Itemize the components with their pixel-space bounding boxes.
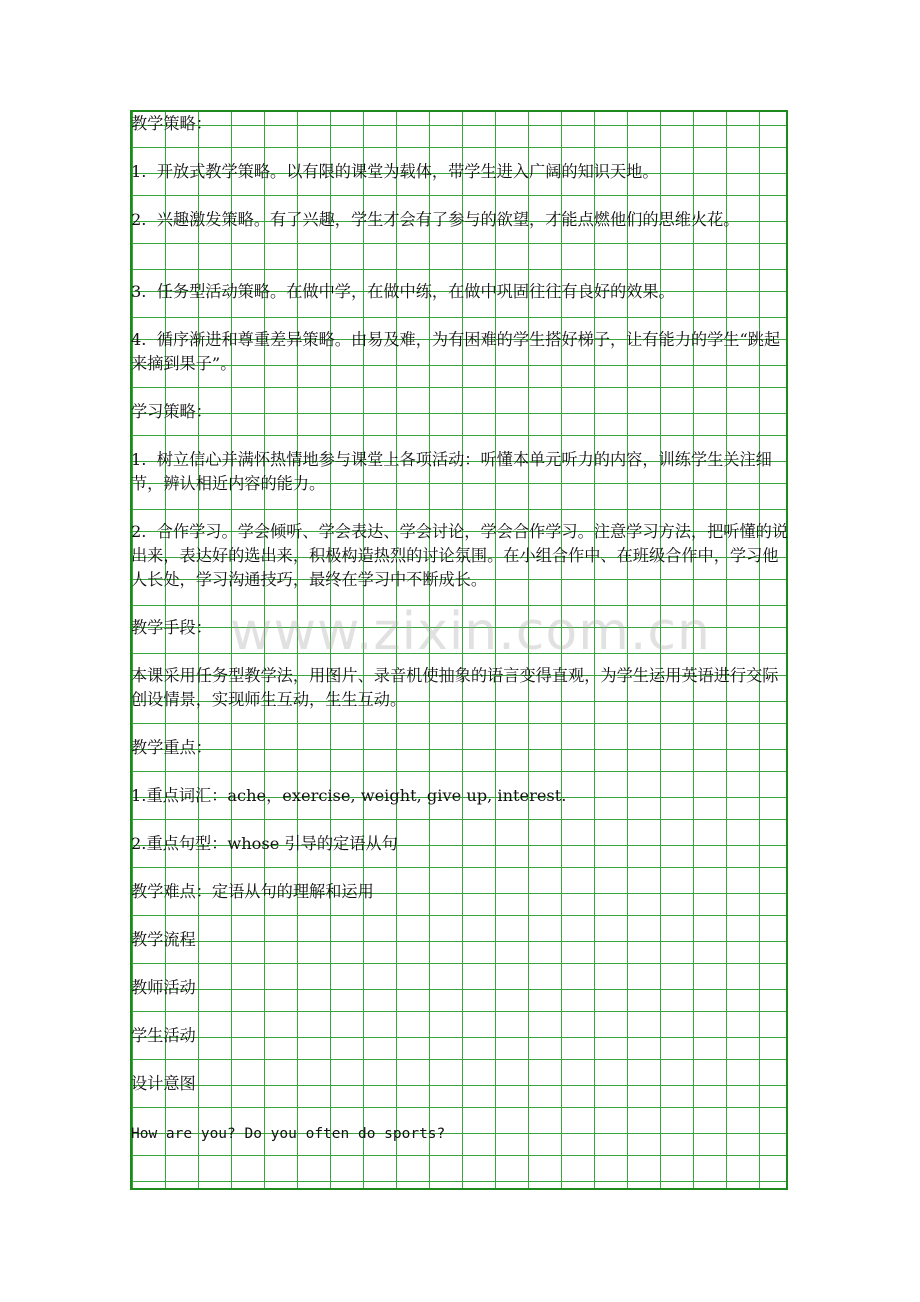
paragraph: 1. 开放式教学策略。以有限的课堂为载体，带学生进入广阔的知识天地。: [131, 162, 659, 181]
paragraph: 1.重点词汇：ache，exercise, weight, give up, interest.: [131, 786, 567, 805]
paragraph: 2. 合作学习。学会倾听、学会表达、学会讨论，学会合作学习。注意学习方法，把听懂的说出来，表达好的选出来，积极构造热烈的讨论氛围。在小组合作中、在班级合作中，学习他人长处，学习沟通技巧，最终在学习中不断成长。: [131, 522, 789, 589]
section-heading-teaching-means: 教学手段：: [131, 618, 212, 637]
paragraph: 2.重点句型：whose 引导的定语从句: [131, 834, 398, 853]
column-heading-teacher-activity: 教师活动: [131, 978, 196, 997]
paragraph: 1. 树立信心并满怀热情地参与课堂上各项活动：听懂本单元听力的内容，训练学生关注细节，辨认相近内容的能力。: [131, 450, 772, 493]
paragraph: 2. 兴趣激发策略。有了兴趣，学生才会有了参与的欲望，才能点燃他们的思维火花。: [131, 210, 740, 229]
section-heading-key-points: 教学重点：: [131, 738, 212, 757]
section-heading-learning-strategy: 学习策略：: [131, 402, 212, 421]
column-heading-student-activity: 学生活动: [131, 1026, 196, 1045]
paragraph: How are you? Do you often do sports?: [131, 1126, 446, 1142]
paragraph: 本课采用任务型教学法，用图片、录音机使抽象的语言变得直观，为学生运用英语进行交际创设情景，实现师生互动，生生互动。: [131, 666, 779, 709]
column-heading-design-intent: 设计意图: [131, 1074, 196, 1093]
section-heading-difficult-points: 教学难点：定语从句的理解和运用: [131, 882, 374, 901]
section-heading-teaching-strategy: 教学策略：: [131, 114, 212, 133]
watermark: www.zixin.com.cn: [230, 602, 711, 662]
section-heading-teaching-process: 教学流程: [131, 930, 196, 949]
paragraph: 3. 任务型活动策略。在做中学，在做中练，在做中巩固往往有良好的效果。: [131, 282, 675, 301]
paragraph: 4. 循序渐进和尊重差异策略。由易及难，为有困难的学生搭好梯子，让有能力的学生“跳起来摘到果子”。: [131, 330, 781, 373]
